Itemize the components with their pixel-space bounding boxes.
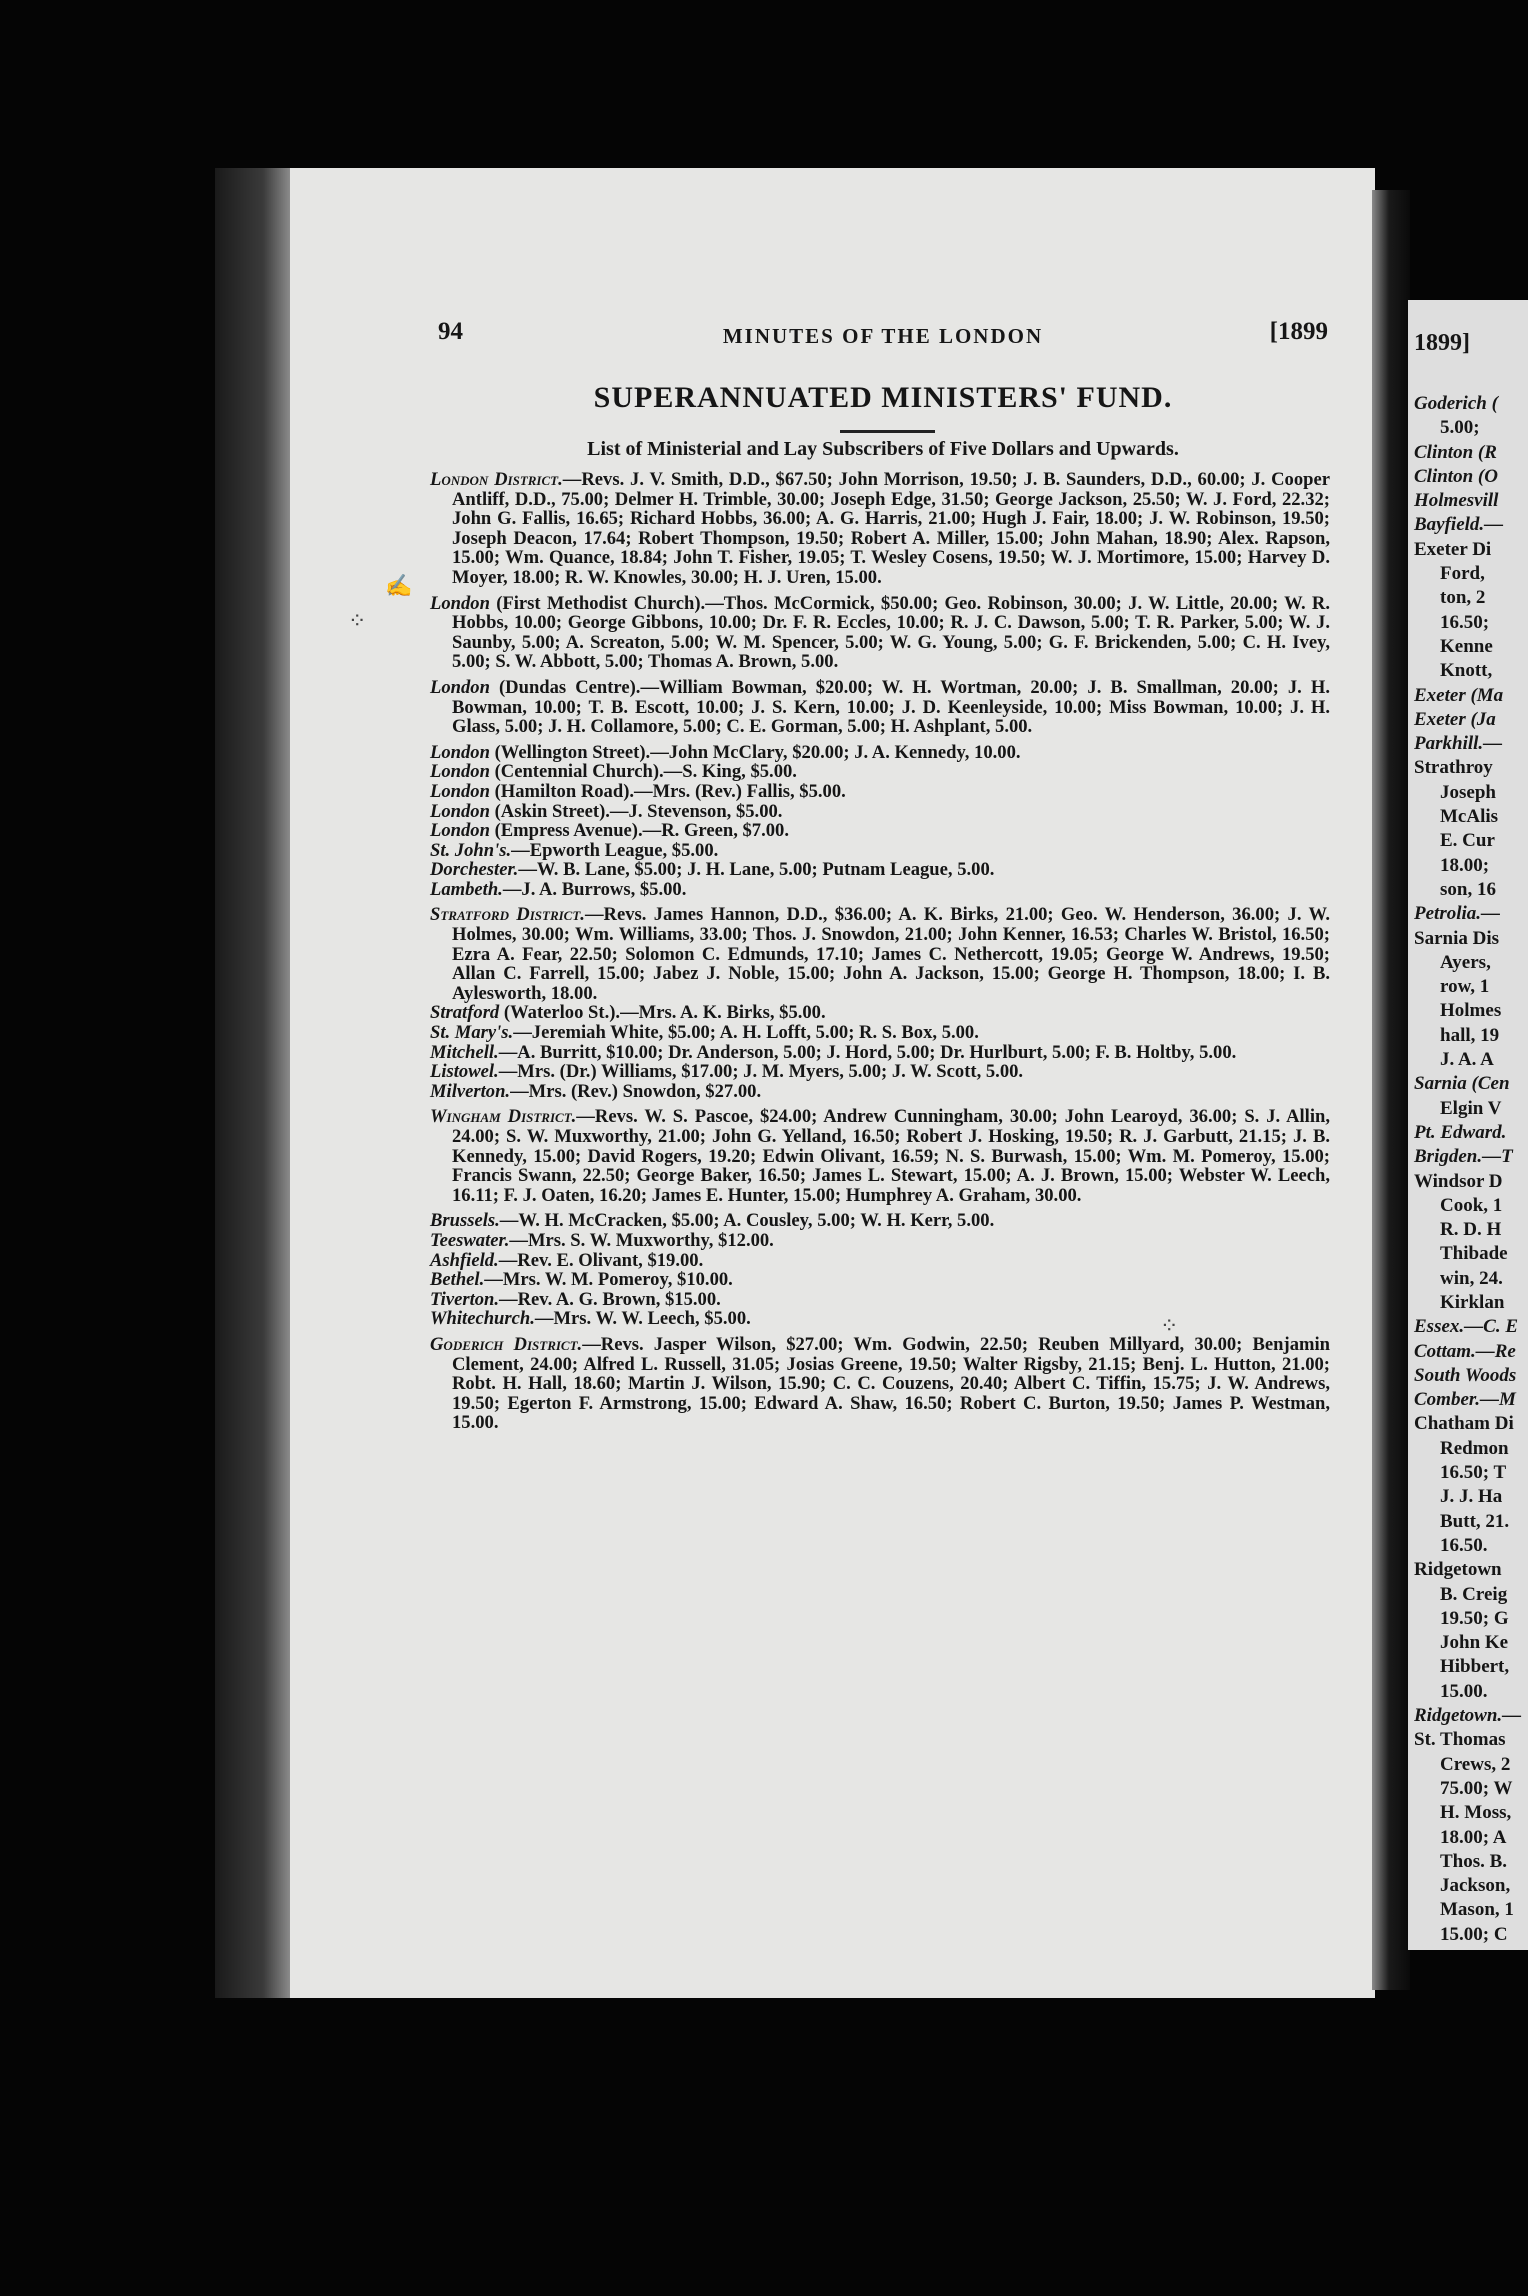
entry-text: (Askin Street).—J. Stevenson, $5.00. (489, 800, 783, 822)
right-page-line: H. Moss, (1440, 1802, 1512, 1824)
right-page-line: Holmesvill (1414, 490, 1499, 512)
entry-text: (First Methodist Church).—Thos. McCormick, $50.00; Geo. Robinson, 30.00; J. W. Little, 20.00; W. R. Hobbs, 10.00; George Gibbons, 10.00; Dr. F. R. Eccles, 10.00; R. J. C. Dawson, 5.00; T. R. Parker, 5.00; W. J. Saunby, 5.00; A. Screaton, 5.00; W. M. Spencer, 5.00; W. G. Young, 5.00; G. F. Brickenden, 5.00; C. H. Ivey, 5.00; S. W. Abbott, 5.00; Thomas A. Brown, 5.00. (452, 592, 1330, 673)
entry-text: —Mrs. (Rev.) Snowdon, $27.00. (510, 1080, 762, 1102)
right-page-line: 16.50; T (1440, 1462, 1507, 1484)
running-title: MINUTES OF THE LONDON (722, 324, 1044, 348)
right-page-line: Ayers, (1440, 951, 1491, 973)
entry-place: Mitchell. (430, 1041, 499, 1063)
list-item (430, 1231, 1330, 1251)
right-page-line: Exeter (Ma (1414, 684, 1504, 706)
right-page-line: Ridgetown.— (1414, 1705, 1522, 1727)
right-page-line: Holmes (1440, 1000, 1502, 1022)
entry-text: —W. H. McCracken, $5.00; A. Cousley, 5.00; W. H. Kerr, 5.00. (499, 1210, 995, 1232)
entry-place: Brussels. (430, 1210, 500, 1232)
right-page-line: Comber.—M (1414, 1389, 1516, 1411)
right-page-line: Bayfield.— (1414, 514, 1504, 536)
entry-text: (Empress Avenue).—R. Green, $7.00. (489, 820, 789, 842)
entry-text: (Waterloo St.).—Mrs. A. K. Birks, $5.00. (499, 1002, 826, 1024)
entry-place: London (430, 780, 490, 802)
list-item (430, 470, 1330, 588)
right-page-line: 18.00; (1440, 854, 1490, 876)
right-page-line: Petrolia.— (1414, 903, 1501, 925)
subscriber-list (430, 470, 1330, 1439)
right-page-line: Kenne (1440, 635, 1493, 657)
list-item (430, 802, 1330, 822)
list-item (430, 782, 1330, 802)
right-page-line: McAlis (1440, 806, 1499, 828)
entry-place: Listowel. (430, 1061, 499, 1083)
list-item (430, 880, 1330, 900)
right-page-line: Ford, (1440, 563, 1485, 585)
right-page-line: Exeter (Ja (1414, 708, 1496, 730)
right-page-line: Windsor D (1414, 1170, 1503, 1192)
left-page (290, 168, 1375, 1998)
entry-text: —Mrs. W. M. Pomeroy, $10.00. (484, 1269, 733, 1291)
right-page-line: Sarnia Dis (1414, 927, 1499, 949)
entry-place: Milverton. (430, 1080, 511, 1102)
right-page-line: Ridgetown (1414, 1559, 1502, 1581)
entry-place: Tiverton. (430, 1288, 500, 1310)
entry-text: —Jeremiah White, $5.00; A. H. Lofft, 5.00; R. S. Box, 5.00. (513, 1022, 979, 1044)
right-page-line: ton, 2 (1440, 587, 1486, 609)
list-item (430, 1270, 1330, 1290)
entry-place: Bethel. (430, 1269, 485, 1291)
right-page-line: Essex.—C. E (1414, 1316, 1518, 1338)
right-page-line: J. A. A (1440, 1049, 1494, 1071)
right-page-header: 1899] (1414, 330, 1470, 356)
right-page-line: 15.00; C (1440, 1923, 1508, 1945)
list-item (430, 1309, 1330, 1329)
right-page-line: Kirklan (1440, 1291, 1505, 1313)
list-item (430, 1082, 1330, 1102)
entry-text: —W. B. Lane, $5.00; J. H. Lane, 5.00; Putnam League, 5.00. (518, 859, 995, 881)
right-page-line: Strathroy (1414, 757, 1493, 779)
right-page-line: 75.00; W (1440, 1777, 1513, 1799)
right-page-line: Joseph (1440, 781, 1496, 803)
right-page-line: Thos. B. (1440, 1850, 1508, 1872)
header-year: [1899 (1269, 318, 1328, 345)
right-page-line: hall, 19 (1440, 1024, 1500, 1046)
entry-place: Teeswater. (430, 1229, 510, 1251)
right-page-line: J. J. Ha (1440, 1486, 1503, 1508)
right-page-line: South Woods (1414, 1364, 1517, 1386)
entry-text: —Rev. E. Olivant, $19.00. (498, 1249, 704, 1271)
list-item (430, 1043, 1330, 1063)
entry-place: Goderich District. (430, 1333, 583, 1355)
entry-place: London (430, 592, 490, 614)
margin-mark: ✍ (385, 573, 413, 598)
right-page-line: 19.50; G (1440, 1607, 1509, 1629)
right-page-line: B. Creig (1440, 1583, 1508, 1605)
list-item (430, 743, 1330, 763)
fund-subtitle: List of Ministerial and Lay Subscribers of Five Dollars and Upwards. (587, 438, 1179, 460)
right-page-line: Chatham Di (1414, 1413, 1514, 1435)
entry-place: Stratford District. (430, 904, 585, 926)
right-page-line: St. Thomas (1414, 1729, 1506, 1751)
entry-text: —Mrs. W. W. Leech, $5.00. (534, 1308, 751, 1330)
entry-text: —Revs. W. S. Pascoe, $24.00; Andrew Cunningham, 30.00; John Learoyd, 36.00; S. J. Allin, 24.00; S. W. Muxworthy, 21.00; John G. Yelland, 16.50; Robert J. Hosking, 19.50; R. J. Garbutt, 21.15; J. B. Kennedy, 15.00; David Rogers, 19.20; Edwin Olivant, 16.59; N. S. Burwash, 15.00; Wm. M. Pomeroy, 15.00; Francis Swann, 22.50; George Baker, 16.50; James L. Stewart, 15.00; A. J. Brown, 15.00; Webster W. Leech, 16.11; F. J. Oaten, 16.20; James E. Hunter, 15.00; Humphrey A. Graham, 30.00. (452, 1106, 1330, 1206)
entry-text: —Revs. James Hannon, D.D., $36.00; A. K. Birks, 21.00; Geo. W. Henderson, 36.00; J. W. Holmes, 30.00; Wm. Williams, 33.00; Thos. J. Snowdon, 21.00; John Kenner, 16.53; Charles W. Bristol, 16.50; Ezra A. Fear, 22.50; Solomon C. Edmunds, 17.10; James C. Nethercott, 19.05; George W. Andrews, 19.50; Allan C. Farrell, 15.00; Jabez J. Noble, 15.00; John A. Jackson, 15.00; George H. Thompson, 18.00; I. B. Aylesworth, 18.00. (452, 904, 1330, 1004)
entry-place: St. John's. (430, 839, 512, 861)
entry-place: London District. (430, 469, 563, 490)
right-page-line: Redmon (1440, 1437, 1509, 1459)
right-page-line: John Ke (1440, 1632, 1509, 1654)
list-item (430, 1062, 1330, 1082)
right-page-line: E. Cur (1440, 830, 1495, 852)
entry-text: —Epworth League, $5.00. (511, 839, 719, 861)
entry-place: London (430, 676, 490, 698)
entry-place: London (430, 800, 490, 822)
right-page-line: win, 24. (1440, 1267, 1503, 1289)
entry-text: (Centennial Church).—S. King, $5.00. (489, 761, 797, 783)
entry-text: —J. A. Burrows, $5.00. (502, 878, 687, 900)
right-page-line: Clinton (R (1414, 441, 1497, 463)
right-page-line: 18.00; A (1440, 1826, 1507, 1848)
list-item (430, 841, 1330, 861)
entry-place: Lambeth. (430, 878, 503, 900)
right-page-line: Clinton (O (1414, 465, 1498, 487)
entry-text: —A. Burritt, $10.00; Dr. Anderson, 5.00; J. Hord, 5.00; Dr. Hurlburt, 5.00; F. B. Holtby, 5.00. (498, 1041, 1237, 1063)
entry-place: Whitechurch. (430, 1308, 535, 1330)
right-page-line: Exeter Di (1414, 538, 1492, 560)
right-page-line: 16.50. (1440, 1534, 1488, 1556)
right-page-line: 5.00; (1440, 417, 1480, 439)
title-rule (840, 430, 935, 433)
entry-text: (Dundas Centre).—William Bowman, $20.00; W. H. Wortman, 20.00; J. B. Smallman, 20.00; J. H. Bowman, 10.00; T. B. Escott, 10.00; J. S. Kern, 10.00; J. D. Keenleyside, 10.00; Miss Bowman, 10.00; J. H. Glass, 5.00; J. H. Collamore, 5.00; C. E. Gorman, 5.00; H. Ashplant, 5.00. (452, 676, 1330, 738)
entry-place: Dorchester. (430, 859, 519, 881)
list-item (430, 594, 1330, 672)
right-page-line: R. D. H (1440, 1219, 1502, 1241)
right-page-line: Hibbert, (1440, 1656, 1510, 1678)
entry-place: Ashfield. (430, 1249, 499, 1271)
page-edge (215, 168, 295, 1998)
margin-mark: ⁘ (1160, 1313, 1179, 1338)
list-item (430, 860, 1330, 880)
right-page-line: Mason, 1 (1440, 1899, 1514, 1921)
entry-place: London (430, 741, 490, 763)
right-page-line: Cook, 1 (1440, 1194, 1503, 1216)
entry-place: London (430, 761, 490, 783)
list-item (430, 678, 1330, 737)
right-page-line: Knott, (1440, 660, 1493, 682)
right-page-line: Pt. Edward. (1414, 1121, 1507, 1143)
list-item (430, 1023, 1330, 1043)
entry-place: Wingham District. (430, 1106, 577, 1128)
right-page-line: Sarnia (Cen (1414, 1073, 1510, 1095)
list-item (430, 1335, 1330, 1433)
list-item (430, 1003, 1330, 1023)
page-header (438, 318, 1328, 358)
right-page (1408, 300, 1528, 1950)
right-page-line: Crews, 2 (1440, 1753, 1511, 1775)
list-item (430, 1107, 1330, 1205)
margin-mark: ⁘ (348, 608, 367, 633)
right-page-line: Elgin V (1440, 1097, 1502, 1119)
right-page-line: Jackson, (1440, 1875, 1511, 1897)
list-item (430, 905, 1330, 1003)
page-number: 94 (438, 318, 463, 345)
right-page-lines (1414, 392, 1521, 1947)
right-page-line: Parkhill.— (1414, 733, 1503, 755)
entry-place: Stratford (430, 1002, 500, 1024)
entry-text: —Rev. A. G. Brown, $15.00. (499, 1288, 721, 1310)
entry-text: —Mrs. (Dr.) Williams, $17.00; J. M. Myers, 5.00; J. W. Scott, 5.00. (498, 1061, 1024, 1083)
book-gutter (1372, 190, 1410, 1990)
entry-text: —Revs. Jasper Wilson, $27.00; Wm. Godwin, 22.50; Reuben Millyard, 30.00; Benjamin Clement, 24.00; Alfred L. Russell, 31.05; Josias Greene, 19.50; Walter Rigsby, 21.15; Benj. L. Hutton, 21.00; Robt. H. Hall, 18.60; Martin J. Wilson, 15.90; C. C. Couzens, 20.40; Albert C. Tiffin, 15.75; J. W. Andrews, 19.50; Egerton F. Armstrong, 15.00; Edward A. Shaw, 16.50; Robert C. Burton, 19.50; James P. Westman, 15.00. (452, 1333, 1330, 1434)
right-page-line: Cottam.—Re (1414, 1340, 1516, 1362)
entry-text: (Wellington Street).—John McClary, $20.00; J. A. Kennedy, 10.00. (489, 741, 1021, 763)
list-item (430, 1251, 1330, 1271)
right-page-line: 15.00. (1440, 1680, 1488, 1702)
list-item (430, 1290, 1330, 1310)
entry-text: —Revs. J. V. Smith, D.D., $67.50; John Morrison, 19.50; J. B. Saunders, D.D., 60.00; J. Cooper Antliff, D.D., 75.00; Delmer H. Trimble, 30.00; Joseph Edge, 31.50; George Jackson, 25.50; W. J. Ford, 22.32; John G. Fallis, 16.65; Richard Hobbs, 36.00; A. G. Harris, 21.00; Hugh J. Fair, 18.00; J. W. Robinson, 19.50; Joseph Deacon, 17.64; Robert Thompson, 19.50; Robert A. Miller, 15.00; John Mahan, 18.90; Alex. Rapson, 15.00; Wm. Quance, 18.84; John T. Fisher, 19.05; T. Wesley Cosens, 19.50; W. J. Mortimore, 15.00; Harvey D. Moyer, 18.00; R. W. Knowles, 30.00; H. J. Uren, 15.00. (452, 469, 1330, 588)
right-page-line: 16.50; (1440, 611, 1490, 633)
fund-title: SUPERANNUATED MINISTERS' FUND. (593, 381, 1173, 414)
right-page-line: Butt, 21. (1440, 1510, 1510, 1532)
entry-text: (Hamilton Road).—Mrs. (Rev.) Fallis, $5.00. (489, 780, 846, 802)
entry-place: St. Mary's. (430, 1022, 514, 1044)
entry-text: —Mrs. S. W. Muxworthy, $12.00. (509, 1229, 774, 1251)
right-page-line: Thibade (1440, 1243, 1508, 1265)
list-item (430, 821, 1330, 841)
right-page-line: Goderich ( (1414, 393, 1498, 414)
entry-place: London (430, 820, 490, 842)
right-page-line: Brigden.—T (1414, 1146, 1513, 1168)
list-item (430, 762, 1330, 782)
right-page-line: row, 1 (1440, 976, 1490, 998)
list-item (430, 1211, 1330, 1231)
right-page-line: son, 16 (1440, 878, 1496, 900)
